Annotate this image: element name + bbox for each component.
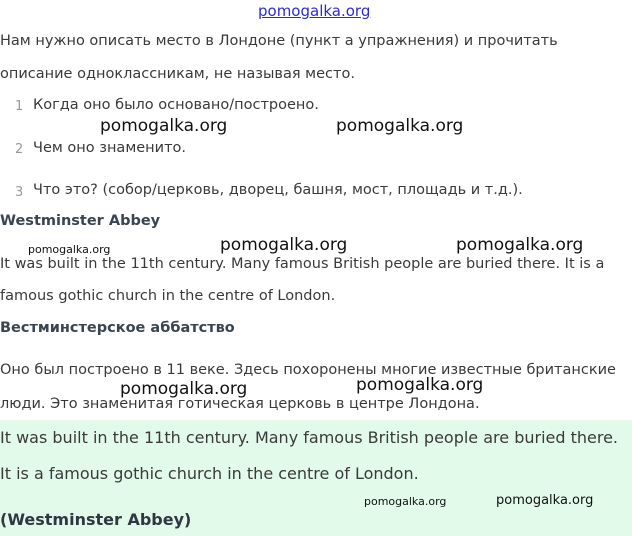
watermark-text: pomogalka.org (456, 235, 584, 255)
answer-block (0, 420, 632, 536)
list-item-number: 1 (15, 99, 24, 114)
watermark-text: pomogalka.org (120, 379, 248, 399)
watermark-text: pomogalka.org (496, 493, 594, 508)
list-item-number: 3 (15, 185, 24, 200)
answer-line-1: It was built in the 11th century. Many famous British people are buried there. (0, 428, 619, 447)
watermark-text: pomogalka.org (220, 235, 348, 255)
example-text-ru-line-2: люди. Это знаменитая готическая церковь в центре Лондона. (0, 396, 480, 412)
watermark-text: pomogalka.org (100, 116, 228, 136)
watermark-text: pomogalka.org (364, 495, 447, 508)
list-item: Когда оно было основано/построено. (33, 97, 319, 113)
answer-line-3: (Westminster Abbey) (0, 510, 192, 529)
list-item: Чем оно знаменито. (33, 140, 187, 156)
watermark-text: pomogalka.org (28, 243, 111, 256)
list-item-number: 2 (15, 142, 24, 157)
example-text-en-line-1: It was built in the 11th century. Many famous British people are buried there. It is a (0, 256, 605, 272)
task-text-line-1: Нам нужно описать место в Лондоне (пункт а упражнения) и прочитать (0, 33, 558, 49)
example-text-en-line-2: famous gothic church in the centre of London. (0, 288, 336, 304)
list-item: Что это? (собор/церковь, дворец, башня, мост, площадь и т.д.). (33, 182, 523, 198)
answer-line-2: It is a famous gothic church in the centre of London. (0, 464, 419, 483)
watermark-text: pomogalka.org (356, 375, 484, 395)
watermark-header-link[interactable]: pomogalka.org (258, 2, 371, 20)
example-heading-ru: Вестминстерское аббатство (0, 320, 235, 336)
watermark-text: pomogalka.org (336, 116, 464, 136)
example-text-ru-line-1: Оно был построено в 11 веке. Здесь похоронены многие известные британские (0, 362, 616, 378)
task-text-line-2: описание одноклассникам, не называя место. (0, 66, 355, 82)
example-heading-en: Westminster Abbey (0, 213, 161, 229)
